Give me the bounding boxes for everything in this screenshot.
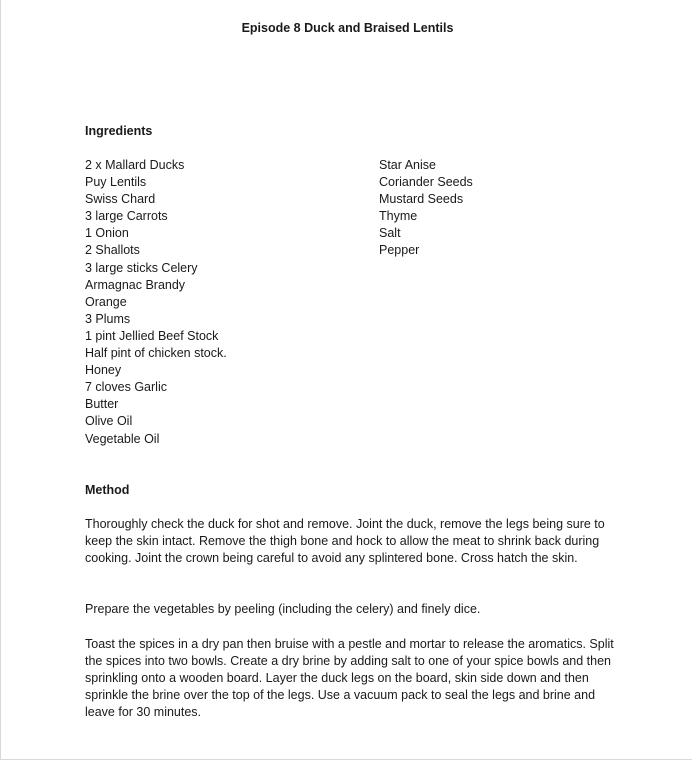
ingredient-item: 2 x Mallard Ducks <box>85 158 185 172</box>
ingredient-item: Honey <box>85 363 122 378</box>
ingredient-item: Orange <box>85 294 127 309</box>
ingredient-item: Swiss Chard <box>85 192 156 207</box>
ingredients-heading: Ingredients <box>85 124 153 138</box>
ingredient-item: Armagnac Brandy <box>85 277 186 292</box>
method-paragraph: Thoroughly check the duck for shot and remove. Joint the duck, remove the legs being sure to keep the skin intact. Remove the thigh bone and hock to allow the meat to shrink back during cooking. Joint the crown being careful to avoid any splintered bone. Cross hatch the skin. <box>85 517 605 566</box>
ingredient-item: Olive Oil <box>85 414 133 429</box>
ingredient-item: Mustard Seeds <box>379 192 464 207</box>
method-paragraph: Toast the spices in a dry pan then bruise with a pestle and mortar to release the aromatics. Split the spices into two bowls. Create a dry brine by adding salt to one of your spice bowls and then sprinkling onto a wooden board. Layer the duck legs on the board, skin side down and then sprinkle the brine over the top of the legs. Use a vacuum pack to seal the legs and brine and leave for 30 minutes. <box>85 637 614 720</box>
ingredient-item: Half pint of chicken stock. <box>85 346 227 361</box>
ingredients-list-left <box>85 157 227 448</box>
method-paragraph: Prepare the vegetables by peeling (including the celery) and finely dice. <box>85 602 481 616</box>
ingredient-item: Salt <box>379 226 401 241</box>
ingredient-item: Puy Lentils <box>85 175 147 190</box>
ingredient-item: 1 Onion <box>85 226 129 241</box>
ingredient-item: Butter <box>85 397 119 412</box>
method-heading: Method <box>85 483 130 497</box>
ingredient-item: 3 Plums <box>85 311 131 326</box>
ingredient-item: Star Anise <box>379 158 436 172</box>
ingredient-item: 3 large Carrots <box>85 209 168 224</box>
ingredient-item: 2 Shallots <box>85 243 140 258</box>
ingredient-item: 1 pint Jellied Beef Stock <box>85 328 219 343</box>
ingredient-item: Thyme <box>379 209 418 224</box>
ingredient-item: 3 large sticks Celery <box>85 260 198 275</box>
ingredient-item: Coriander Seeds <box>379 175 473 190</box>
ingredients-list-right <box>379 157 473 260</box>
ingredient-item: 7 cloves Garlic <box>85 380 167 395</box>
ingredient-item: Vegetable Oil <box>85 431 160 446</box>
document-title: Episode 8 Duck and Braised Lentils <box>241 21 454 35</box>
ingredient-item: Pepper <box>379 243 420 258</box>
